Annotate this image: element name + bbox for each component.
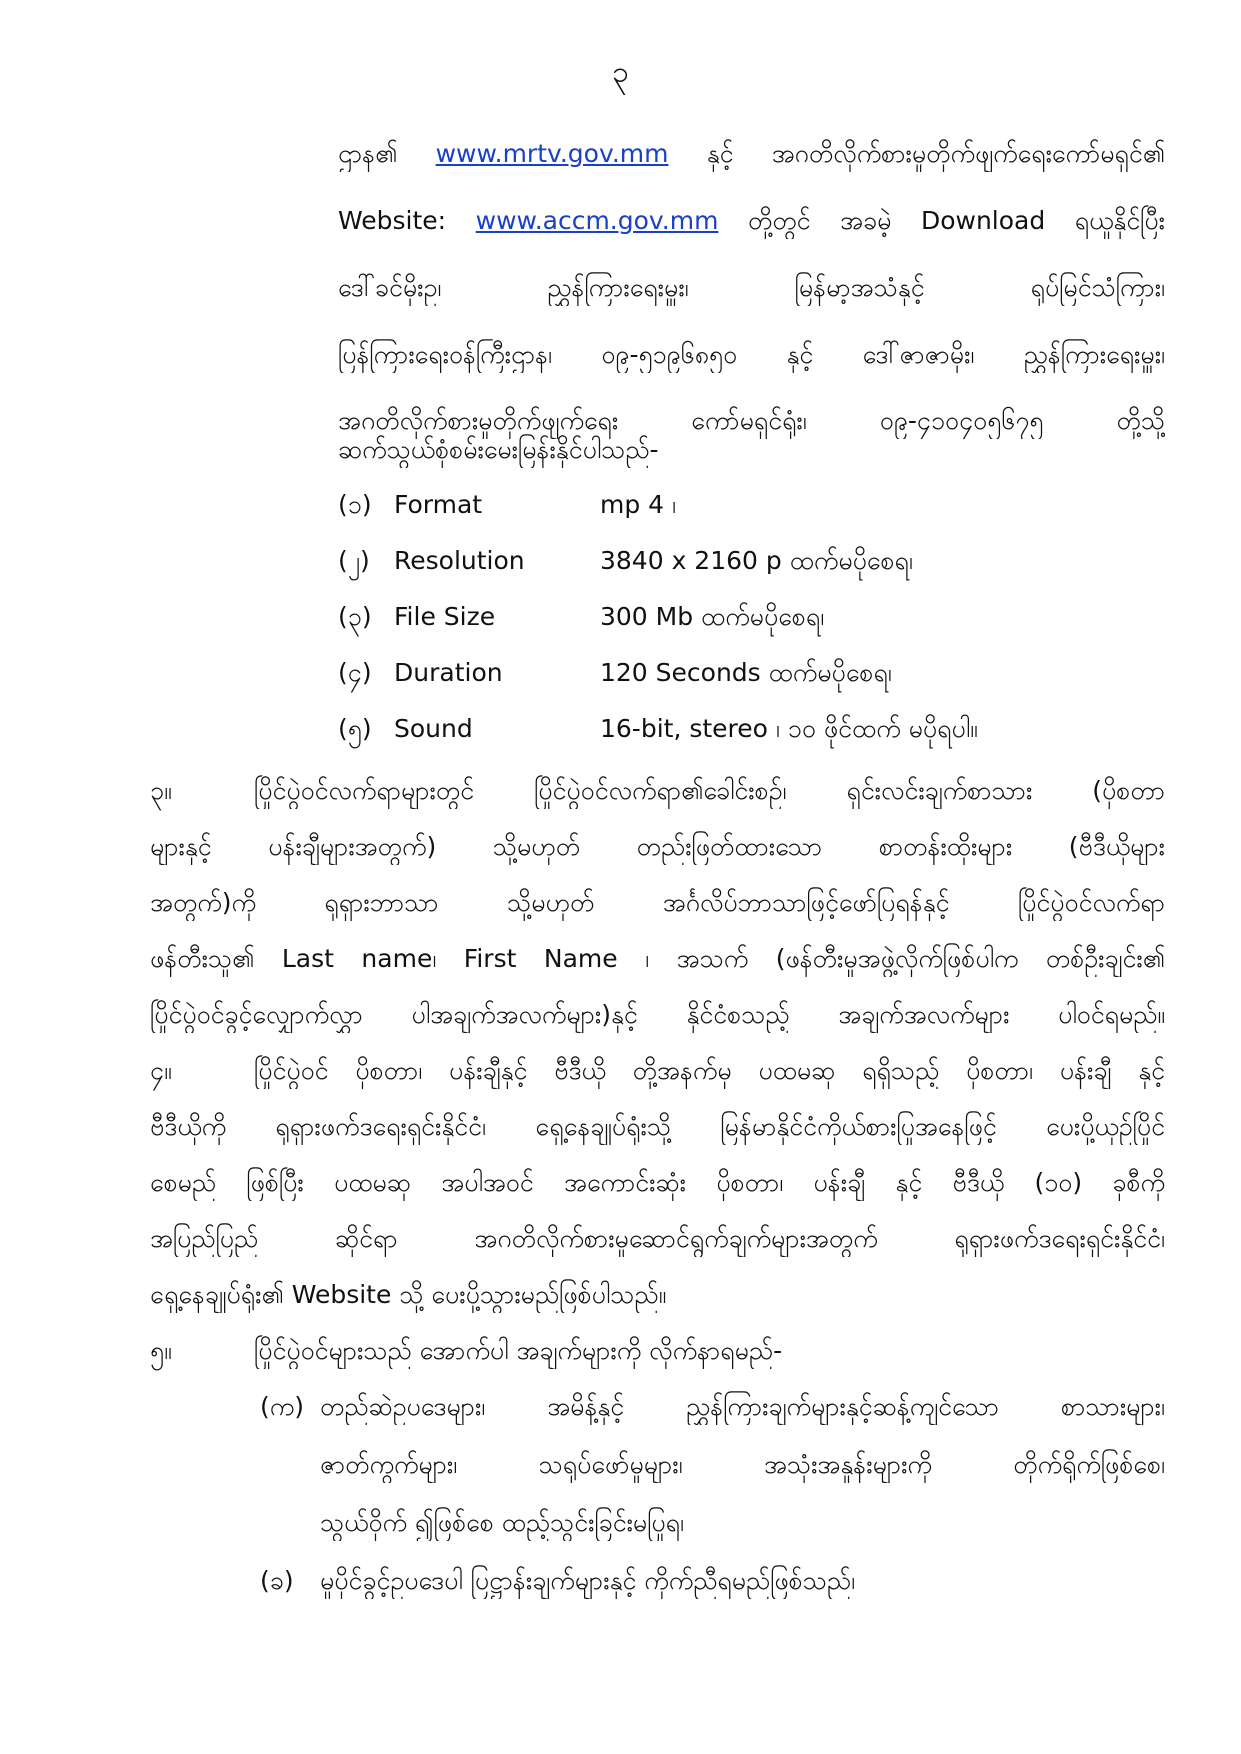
spec-number: (၅) [338,714,372,743]
spec-number: (၄) [338,658,372,687]
intro-line-2 [338,203,1165,239]
spec-value: 300 Mb ထက်မပိုစေရ၊ [600,602,825,631]
spec-number: (၁) [338,490,372,519]
clause-b-line-1: မူပိုင်ခွင့်ဥပဒေပါ ပြဋ္ဌာန်းချက်များနှင့် ကိုက်ညီရမည်ဖြစ်သည်၊ [320,1566,856,1595]
spec-label: File Size [394,602,496,631]
clause-b-number: (ခ) [260,1566,294,1595]
paragraph-3-line-1: ပြိုင်ပွဲဝင်လက်ရာများတွင် ပြိုင်ပွဲဝင်လက်ရာ၏ခေါင်းစဉ်၊ ရှင်းလင်းချက်စာသား (ပိုစတာ [254,776,1165,805]
clause-a-line-3: သွယ်ဝိုက် ၍ဖြစ်စေ ထည့်သွင်းခြင်းမပြုရ၊ [320,1508,684,1537]
spec-label: Resolution [394,546,525,575]
paragraph-3-line-5: ပြိုင်ပွဲဝင်ခွင့်လျှောက်လွှာ ပါအချက်အလက်များ)နှင့် နိုင်ငံစသည့် အချက်အလက်များ ပါဝင်ရမည်။ [150,1000,1165,1029]
spec-label: Duration [394,658,503,687]
spec-value: 16-bit, stereo ၊ ၁၀ ဖိုင်ထက် မပိုရပါ။ [600,714,978,743]
spec-label: Format [394,490,483,519]
intro-line-1-end: နှင့် အဂတိလိုက်စားမှုတိုက်ဖျက်ရေးကော်မရှင်၏ [706,139,1165,168]
paragraph-4-line-4: အပြည်ပြည် ဆိုင်ရာ အဂတိလိုက်စားမှုဆောင်ရွက်ချက်များအတွက် ရုရှားဖက်ဒရေးရှင်းနိုင်ငံ၊ [150,1224,1165,1253]
spec-number: (၂) [338,546,370,575]
intro-line-2-end: တို့တွင် အခမဲ့ Download ရယူနိုင်ပြီး [748,206,1165,235]
paragraph-5-line-1: ပြိုင်ပွဲဝင်များသည် အောက်ပါ အချက်များကို လိုက်နာရမည်- [254,1336,783,1365]
intro-line-4: ပြန်ကြားရေးဝန်ကြီးဌာန၊ ၀၉-၅၁၉၆၈၅၀ နှင့် ဒေါ်ဇာဇာမိုး၊ ညွှန်ကြားရေးမှူး၊ [338,340,1165,369]
paragraph-4-line-3: စေမည် ဖြစ်ပြီး ပထမဆု အပါအဝင် အကောင်းဆုံး ပိုစတာ၊ ပန်းချီ နှင့် ဗီဒီယို (၁၀) ခုစီကို [150,1168,1165,1197]
intro-line-1-start: ဌာန၏ [338,139,398,168]
clause-a-line-2: ဇာတ်ကွက်များ၊ သရုပ်ဖော်မှုများ၊ အသုံးအနှုန်းများကို တိုက်ရိုက်ဖြစ်စေ၊ [320,1450,1165,1479]
paragraph-4-number: ၄။ [150,1056,172,1085]
paragraph-4-line-5: ရှေ့နေချုပ်ရုံး၏ Website သို့ ပေးပို့သွားမည်ဖြစ်ပါသည်။ [150,1280,667,1309]
intro-line-3: ဒေါ်ခင်မိုးဥ၊ ညွှန်ကြားရေးမှူး၊ မြန်မာ့အသံနှင့် ရုပ်မြင်သံကြား၊ [338,273,1165,302]
spec-value: 3840 x 2160 p ထက်မပိုစေရ၊ [600,546,913,575]
spec-label: Sound [394,714,473,743]
intro-line-6: ဆက်သွယ်စုံစမ်းမေးမြန်းနိုင်ပါသည်- [338,435,659,464]
paragraph-3-line-3: အတွက်)ကို ရုရှားဘာသာ သို့မဟုတ် အင်္ဂလိပ်ဘာသာဖြင့်ဖော်ပြရန်နှင့် ပြိုင်ပွဲဝင်လက်ရာ [150,888,1165,917]
intro-line-5: အဂတိလိုက်စားမှုတိုက်ဖျက်ရေး ကော်မရှင်ရုံး၊ ၀၉-၄၁၀၄၀၅၆၇၅ တို့သို့ [338,406,1165,435]
paragraph-4-line-2: ဗီဒီယိုကို ရုရှားဖက်ဒရေးရှင်းနိုင်ငံ၊ ရှေ့နေချုပ်ရုံးသို့ မြန်မာနိုင်ငံကိုယ်စားပြုအနေဖြင့် ပေးပို့ယှဉ်ပြိုင် [150,1112,1165,1141]
website-label: Website: [338,206,447,235]
clause-a-line-1: တည်ဆဲဥပဒေများ၊ အမိန့်နှင့် ညွှန်ကြားချက်များနှင့်ဆန့်ကျင်သော စာသားများ၊ [320,1392,1165,1421]
paragraph-5-number: ၅။ [150,1336,172,1365]
clause-a-number: (က) [260,1392,304,1421]
paragraph-3-line-2: များနှင့် ပန်းချီများအတွက်) သို့မဟုတ် တည်းဖြတ်ထားသော စာတန်းထိုးများ (ဗီဒီယိုများ [150,832,1165,861]
paragraph-4-line-1: ပြိုင်ပွဲဝင် ပိုစတာ၊ ပန်းချီနှင့် ဗီဒီယို တို့အနက်မှ ပထမဆု ရရှိသည့် ပိုစတာ၊ ပန်းချီ နှင့် [254,1056,1165,1085]
spec-value: mp 4 ၊ [600,490,676,519]
mrtv-link[interactable]: www.mrtv.gov.mm [435,139,669,168]
page-number: ၃ [612,55,629,90]
accm-link[interactable]: www.accm.gov.mm [475,206,719,235]
spec-number: (၃) [338,602,372,631]
paragraph-3-number: ၃။ [150,776,172,805]
spec-value: 120 Seconds ထက်မပိုစေရ၊ [600,658,892,687]
paragraph-3-line-4: ဖန်တီးသူ၏ Last name၊ First Name ၊ အသက် (ဖန်တီးမှုအဖွဲ့လိုက်ဖြစ်ပါက တစ်ဦးချင်း၏ [150,944,1165,973]
intro-line-1 [338,136,1165,172]
